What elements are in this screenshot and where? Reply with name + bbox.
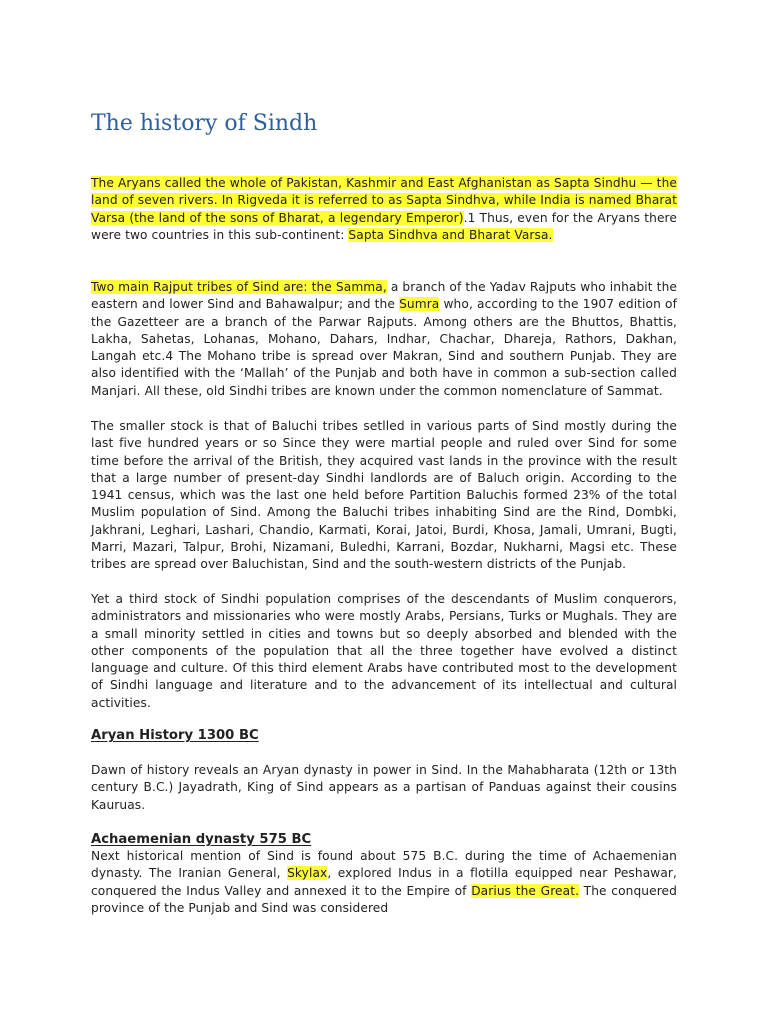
paragraph-rajput-tribes bbox=[91, 279, 677, 400]
highlighted-text: Two main Rajput tribes of Sind are: the Samma, bbox=[91, 280, 387, 294]
paragraph-third-stock: Yet a third stock of Sindhi population comprises of the descendants of Muslim conquerors, administrators and missionaries who were mostly Arabs, Persians, Turks or Mughals. They are a small minority settled in cities and towns but so deeply absorbed and blended with the other components of the population that all the three together have evolved a distinct language and culture. Of this third element Arabs have contributed most to the development of Sindhi language and literature and to the advancement of its intellectual and cultural activities. bbox=[91, 592, 677, 710]
paragraph-achaemenian bbox=[91, 848, 677, 917]
highlighted-text: Sapta Sindhva and Bharat Varsa. bbox=[348, 227, 553, 242]
paragraph-text: The conquered province of the Punjab and Sind was considered bbox=[91, 883, 677, 915]
highlighted-text: Darius the Great. bbox=[471, 883, 580, 898]
section-heading-achaemenian-dynasty: Achaemenian dynasty 575 BC bbox=[91, 832, 312, 847]
section-heading-aryan-history: Aryan History 1300 BC bbox=[91, 728, 259, 743]
paragraph-baluchi-tribes: The smaller stock is that of Baluchi tribes setlled in various parts of Sind mostly during the last five hundred years or so Since they were martial people and ruled over Sind for some time before the arrival of the British, they acquired vast lands in the province with the result that a large number of present-day Sindhi landlords are of Baluch origin. According to the 1941 census, which was the last one held before Partition Baluchis formed 23% of the total Muslim population of Sind. Among the Baluchi tribes inhabiting Sind are the Rind, Dombki, Jakhrani, Leghari, Lashari, Chandio, Karmati, Korai, Jatoi, Burdi, Khosa, Jamali, Umrani, Bugti, Marri, Mazari, Talpur, Brohi, Nizamani, Buledhi, Karrani, Bozdar, Nukharni, Magsi etc. These tribes are spread over Baluchistan, Sind and the south-western districts of the Punjab. bbox=[91, 419, 677, 572]
paragraph-aryan-dynasty: Dawn of history reveals an Aryan dynasty in power in Sind. In the Mahabharata (12th or 13th century B.C.) Jayadrath, King of Sind appears as a partisan of Panduas against their cousins Kauruas. bbox=[91, 763, 677, 812]
paragraph-text: , explored Indus in a flotilla equipped near Peshawar, conquered the Indus Valley and annexed it to the Empire of bbox=[91, 866, 677, 898]
highlighted-text: Sumra bbox=[399, 297, 440, 312]
page-title: The history of Sindh bbox=[91, 111, 318, 136]
paragraph-sapta-sindhu bbox=[91, 175, 677, 244]
paragraph-text: a branch of the Yadav Rajputs who inhabit the eastern and lower Sind and Bahawalpur; and the bbox=[91, 280, 677, 312]
paragraph-text: who, according to the 1907 edition of the Gazetteer are a branch of the Parwar Rajputs. Among others are the Bhuttos, Bhattis, Lakha, Sahetas, Lohanas, Mohano, Dahars, Indhar, Chachar, Dhareja, Rathors, Dakhan, Langah etc.4 The Mohano tribe is spread over Makran, Sind and southern Punjab. They are also identified with the ‘Mallah’ of the Punjab and both have in common a sub-section called Manjari. All these, old Sindhi tribes are known under the common nomenclature of Sammat. bbox=[91, 297, 677, 398]
highlighted-text: Skylax bbox=[287, 866, 328, 881]
paragraph-text: Next historical mention of Sind is found about 575 B.C. during the time of Achaemenian dynasty. The Iranian General, bbox=[91, 849, 677, 881]
paragraph-text: .1 Thus, even for the Aryans there were two countries in this sub-continent: bbox=[91, 210, 677, 242]
highlighted-text: The Aryans called the whole of Pakistan, Kashmir and East Afghanistan as Sapta Sindhu — the land of seven rivers. In Rigveda it is referred to as Sapta Sindhva, while India is named Bharat Varsa (the land of the sons of Bharat, a legendary Emperor) bbox=[91, 176, 677, 225]
